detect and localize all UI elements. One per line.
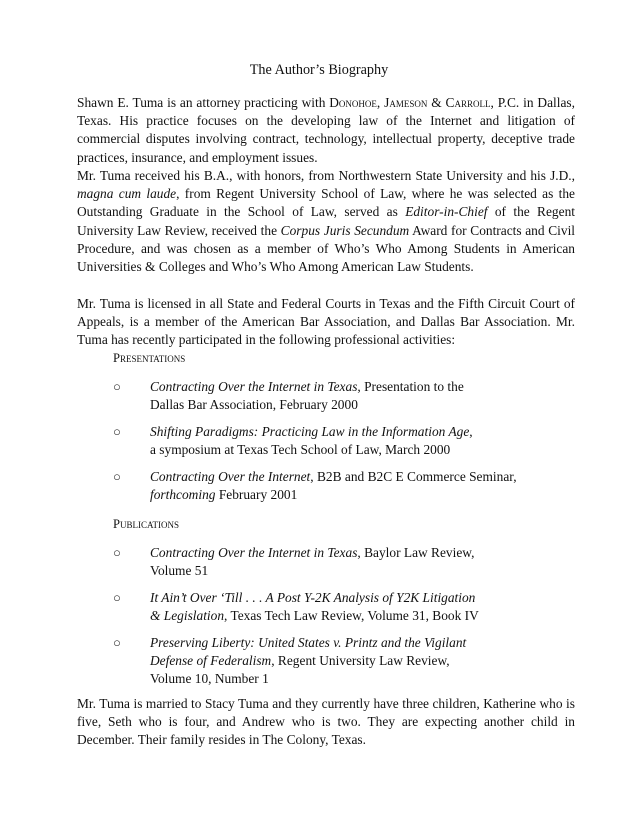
presentation-status: forthcoming: [150, 487, 216, 503]
publication-item: [150, 589, 500, 625]
publication-title: & Legislation: [150, 608, 225, 624]
publication-detail: , Regent University Law Review,: [271, 653, 450, 669]
bullet-icon: ○: [113, 590, 121, 605]
publication-detail: , Baylor Law Review,: [357, 545, 475, 560]
publication-title: Defense of Federalism: [150, 653, 272, 669]
presentations-heading: Presentations: [113, 351, 186, 365]
paragraph-licensing: Mr. Tuma is licensed in all State and Federal Courts in Texas and the Fifth Circuit Court of Appeals, is a member of the American Bar Association, and Dallas Bar Association. Mr. Tuma has recently participated in the following professional activities:: [77, 296, 575, 348]
paragraph-intro: [77, 94, 575, 167]
publication-title: Contracting Over the Internet in Texas: [150, 545, 358, 560]
publication-item: [150, 634, 500, 689]
publication-title: Preserving Liberty: United States v. Printz and the Vigilant: [150, 635, 467, 650]
presentation-detail: , B2B and B2C E Commerce Seminar,: [310, 469, 517, 484]
education-honors: magna cum laude: [77, 186, 177, 202]
presentation-item: [150, 423, 500, 459]
presentation-item: [150, 468, 545, 504]
presentation-title: Shifting Paradigms: Practicing Law in the Information Age: [150, 424, 470, 439]
bullet-icon: ○: [113, 469, 121, 484]
law-firm-name: Donohoe, Jameson & Carroll: [329, 95, 491, 110]
presentation-detail: a symposium at Texas Tech School of Law, March 2000: [150, 442, 451, 458]
intro-text-2: , P.C. in Dallas, Texas. His practice focuses on the developing law of the Internet and litigation of commercial disputes involving contract, technology, intellectual property, deceptive trade practices, insurance, and employment issues.: [77, 95, 575, 165]
publication-detail: Volume 51: [150, 563, 209, 579]
publication-detail: , Texas Tech Law Review, Volume 31, Book IV: [224, 608, 479, 624]
publication-item: [150, 544, 500, 580]
education-role: Editor-in-Chief: [405, 204, 488, 220]
presentation-title: Contracting Over the Internet in Texas: [150, 379, 358, 394]
presentation-detail: Dallas Bar Association, February 2000: [150, 397, 358, 413]
presentation-detail: , Presentation to the: [357, 379, 464, 394]
bullet-icon: ○: [113, 424, 121, 439]
presentation-item: [150, 378, 500, 414]
education-text-1: Mr. Tuma received his B.A., with honors, from Northwestern State University and his J.D.,: [77, 168, 575, 183]
paragraph-education: [77, 167, 575, 276]
publications-heading: Publications: [113, 517, 180, 531]
publication-detail: Volume 10, Number 1: [150, 671, 269, 687]
presentation-detail: ,: [469, 424, 473, 439]
presentation-detail: February 2001: [215, 487, 298, 503]
education-text-2: , from Regent University School of Law, where he was selected as the Outstanding Graduate in the School of Law, served as: [77, 186, 575, 220]
education-text-4: Award for Contracts and Civil Procedure, and was chosen as a member of Who’s Who Among Students in American Universities & Colleges and Who’s Who Among American Law Students.: [77, 222, 576, 275]
page-title: The Author’s Biography: [249, 62, 389, 78]
bullet-icon: ○: [113, 379, 121, 394]
paragraph-family: Mr. Tuma is married to Stacy Tuma and they currently have three children, Katherine who is five, Seth who is four, and Andrew who is two. They are expecting another child in December. Their family resides in The Colony, Texas.: [77, 696, 575, 748]
bullet-icon: ○: [113, 545, 121, 560]
education-text-3: of the Regent University Law Review, received the: [77, 204, 575, 238]
presentation-title: Contracting Over the Internet: [150, 469, 311, 484]
bullet-icon: ○: [113, 635, 121, 650]
intro-text-1: Shawn E. Tuma is an attorney practicing with: [77, 95, 330, 110]
publication-title: It Ain’t Over ‘Till . . . A Post Y-2K Analysis of Y2K Litigation: [150, 590, 476, 605]
education-award: Corpus Juris Secundum: [280, 222, 410, 238]
